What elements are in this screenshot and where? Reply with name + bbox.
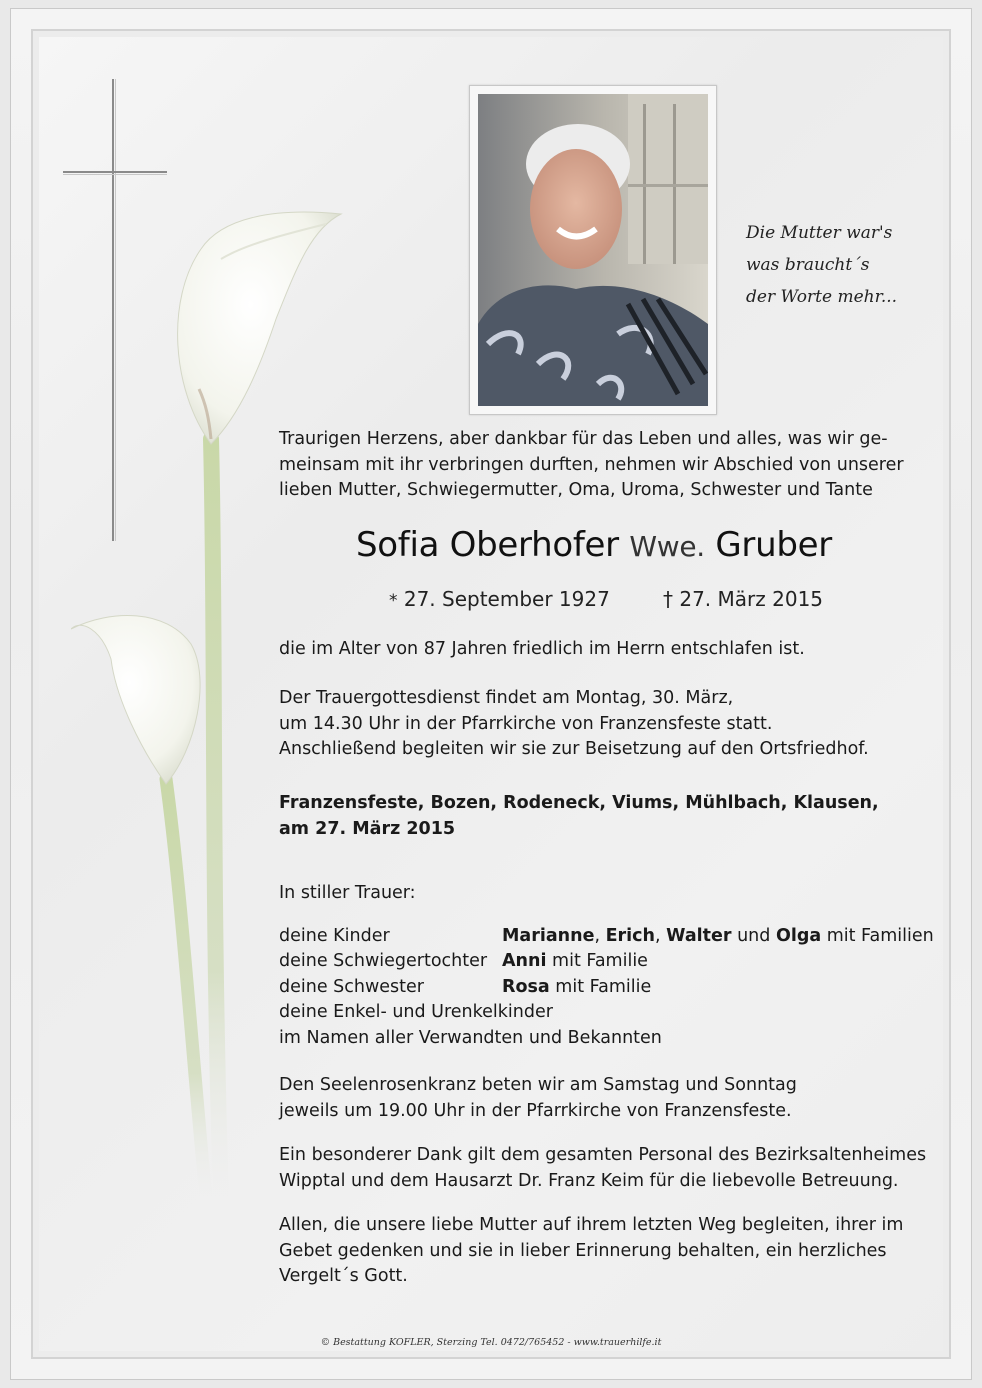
deceased-name	[356, 525, 832, 565]
child-name: Walter	[666, 925, 732, 946]
relation-label: deine Kinder	[279, 925, 390, 946]
relation-label: deine Schwiegertochter	[279, 951, 488, 971]
age-text	[279, 637, 805, 663]
closing-line: Allen, die unsere liebe Mutter auf ihrem letzten Weg begleiten, ihrer im	[279, 1215, 904, 1235]
intro-line: lieben Mutter, Schwiegermutter, Oma, Uroma, Schwester und Tante	[279, 480, 873, 500]
quote-line: der Worte mehr...	[746, 287, 898, 307]
child-name: Erich	[605, 925, 656, 946]
rosary-text	[279, 1073, 797, 1124]
closing-line: Vergelt´s Gott.	[279, 1266, 408, 1286]
daughter-in-law-name: Anni	[502, 951, 547, 971]
death-date-text: 27. März 2015	[679, 587, 824, 611]
places-line: Franzensfeste, Bozen, Rodeneck, Viums, Mühlbach, Klausen,	[279, 793, 879, 813]
grandchildren-line: deine Enkel- und Urenkelkinder	[279, 1002, 553, 1022]
service-line: um 14.30 Uhr in der Pfarrkirche von Franzensfeste statt.	[279, 713, 773, 734]
mourner-row-children	[279, 924, 979, 950]
mourner-row-sister	[279, 975, 979, 1001]
places-date: am 27. März 2015	[279, 818, 456, 839]
rosary-line: jeweils um 19.00 Uhr in der Pfarrkirche von Franzensfeste.	[279, 1100, 792, 1121]
first-name: Sofia Oberhofer	[356, 525, 619, 565]
death-date	[663, 587, 823, 611]
age-line: die im Alter von 87 Jahren friedlich im Herrn entschlafen ist.	[279, 639, 805, 659]
quote-text	[746, 217, 897, 313]
widow-abbrev: Wwe.	[629, 530, 705, 563]
mourner-row-daughter-in-law	[279, 949, 979, 975]
quote-line: was braucht´s	[746, 255, 870, 275]
intro-line: Traurigen Herzens, aber dankbar für das Leben und alles, was wir ge-	[279, 429, 888, 449]
places-text	[279, 791, 879, 842]
intro-text	[279, 427, 904, 504]
footer-credit: © Bestattung KOFLER, Sterzing Tel. 0472/765452 - www.trauerhilfe.it	[320, 1337, 662, 1348]
child-name: Marianne	[502, 925, 595, 946]
service-text	[279, 686, 869, 763]
children-names	[502, 924, 934, 950]
relatives-line: im Namen aller Verwandten und Bekannten	[279, 1027, 662, 1048]
quote-line: Die Mutter war's	[746, 223, 893, 243]
relation-label: deine Schwester	[279, 976, 424, 997]
mourners-section	[279, 881, 979, 1051]
thanks-text	[279, 1143, 926, 1194]
birth-symbol: *	[389, 591, 398, 611]
obituary-card	[10, 8, 972, 1380]
rosary-line: Den Seelenrosenkranz beten wir am Samstag und Sonntag	[279, 1075, 797, 1095]
separator: und	[731, 925, 776, 946]
intro-line: meinsam mit ihr verbringen durften, nehmen wir Abschied von unserer	[279, 454, 904, 475]
family-suffix: mit Familie	[549, 976, 652, 997]
family-suffix: mit Familien	[821, 925, 934, 946]
birth-date	[389, 587, 610, 611]
mourning-heading: In stiller Trauer:	[279, 883, 416, 903]
birth-date-text: 27. September 1927	[403, 587, 610, 611]
portrait-photo	[478, 94, 708, 406]
separator: ,	[655, 925, 667, 946]
closing-line: Gebet gedenken und sie in lieber Erinnerung behalten, ein herzliches	[279, 1240, 887, 1261]
thanks-line: Ein besonderer Dank gilt dem gesamten Personal des Bezirksaltenheimes	[279, 1145, 927, 1165]
maiden-name: Gruber	[715, 525, 832, 565]
thanks-line: Wipptal und dem Hausarzt Dr. Franz Keim für die liebevolle Betreuung.	[279, 1170, 899, 1191]
family-suffix: mit Familie	[546, 951, 648, 971]
service-line: Der Trauergottesdienst findet am Montag, 30. März,	[279, 688, 734, 708]
service-line: Anschließend begleiten wir sie zur Beisetzung auf den Ortsfriedhof.	[279, 739, 869, 759]
portrait-image	[478, 94, 708, 406]
separator: ,	[594, 925, 606, 946]
sister-name: Rosa	[502, 976, 550, 997]
closing-text	[279, 1213, 903, 1290]
child-name: Olga	[775, 925, 822, 946]
portrait-frame	[469, 85, 717, 415]
death-symbol: †	[663, 587, 673, 611]
